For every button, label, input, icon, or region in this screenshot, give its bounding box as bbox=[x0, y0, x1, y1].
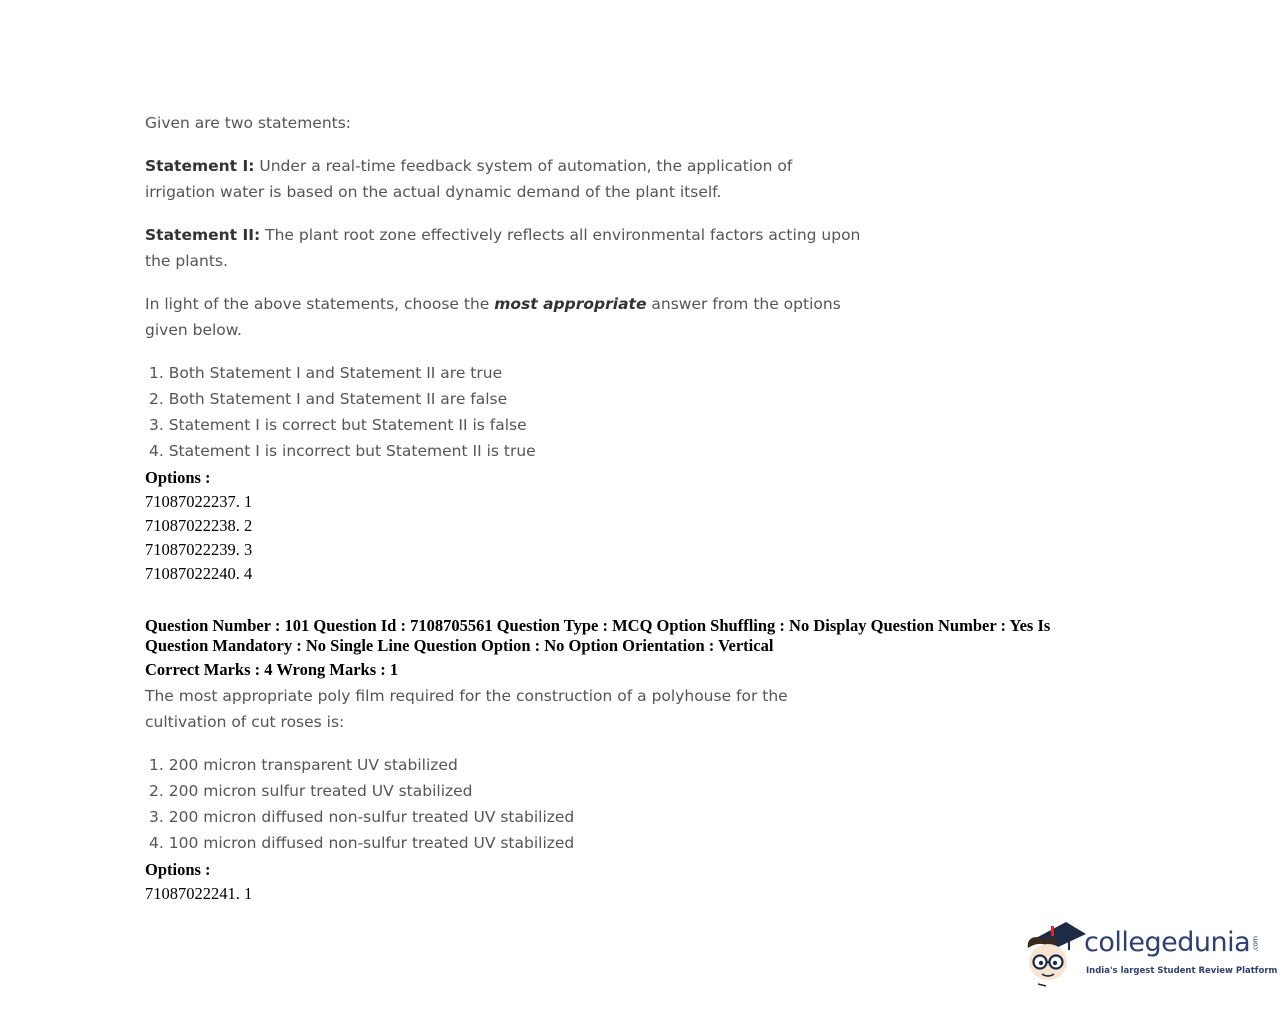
q1-option-id: 71087022237. 1 bbox=[145, 492, 253, 511]
q2-option-id: 71087022241. 1 bbox=[145, 884, 253, 903]
q1-option-id: 71087022240. 4 bbox=[145, 564, 253, 583]
q2-question-text: The most appropriate poly film required for the construction of a polyhouse for the cultivation of cut roses is: bbox=[145, 687, 788, 731]
q1-prompt-emphasis: most appropriate bbox=[494, 295, 647, 313]
mascot-icon bbox=[1024, 918, 1086, 988]
q1-option-id: 71087022239. 3 bbox=[145, 540, 253, 559]
q2-metadata: Question Number : 101 Question Id : 7108705561 Question Type : MCQ Option Shuffling : No Display Question Number : Yes Is Question Mandatory : No Single Line Question Option : No Option Orientation : Vertical bbox=[145, 616, 1051, 655]
q2-choice: 3. 200 micron diffused non-sulfur treated UV stabilized bbox=[149, 808, 575, 826]
q2-choice-list bbox=[149, 752, 1145, 856]
q1-statement-1 bbox=[145, 153, 865, 205]
q1-choice-list bbox=[149, 360, 1145, 464]
q1-statement-2-text: The plant root zone effectively reflects all environmental factors acting upon the plants. bbox=[145, 226, 861, 270]
q2-option-ids bbox=[145, 882, 1145, 906]
q1-intro: Given are two statements: bbox=[145, 114, 352, 132]
q1-prompt-pre: In light of the above statements, choose the bbox=[145, 295, 490, 313]
logo-wordmark bbox=[1084, 928, 1263, 959]
q1-choice: 1. Both Statement I and Statement II are true bbox=[149, 364, 503, 382]
q2-marks: Correct Marks : 4 Wrong Marks : 1 bbox=[145, 660, 399, 679]
q1-option-id: 71087022238. 2 bbox=[145, 516, 253, 535]
q1-statement-1-label: Statement I: bbox=[145, 157, 255, 175]
logo-suffix: .com bbox=[1251, 935, 1260, 952]
q2-choice: 2. 200 micron sulfur treated UV stabilized bbox=[149, 782, 473, 800]
logo-tagline: India's largest Student Review Platform bbox=[1086, 966, 1278, 976]
q2-choice: 4. 100 micron diffused non-sulfur treated UV stabilized bbox=[149, 834, 575, 852]
q2-options-label: Options : bbox=[145, 860, 211, 879]
q1-prompt bbox=[145, 291, 865, 343]
collegedunia-logo bbox=[1024, 918, 1278, 990]
q1-statement-1-text: Under a real-time feedback system of automation, the application of irrigation water is based on the actual dynamic demand of the plant itself. bbox=[145, 157, 793, 201]
q1-statement-2-label: Statement II: bbox=[145, 226, 261, 244]
q2-choice: 1. 200 micron transparent UV stabilized bbox=[149, 756, 458, 774]
q1-prompt-post: answer from the options given below. bbox=[145, 295, 841, 339]
q1-choice: 3. Statement I is correct but Statement II is false bbox=[149, 416, 527, 434]
logo-name: collegedunia bbox=[1084, 927, 1251, 958]
question-document bbox=[145, 110, 1145, 906]
question-block-1 bbox=[145, 110, 1145, 586]
question-block-2 bbox=[145, 616, 1145, 906]
q1-statement-2 bbox=[145, 222, 865, 274]
q1-option-ids bbox=[145, 490, 1145, 586]
q1-choice: 4. Statement I is incorrect but Statement II is true bbox=[149, 442, 536, 460]
q1-options-label: Options : bbox=[145, 468, 211, 487]
q1-choice: 2. Both Statement I and Statement II are false bbox=[149, 390, 508, 408]
